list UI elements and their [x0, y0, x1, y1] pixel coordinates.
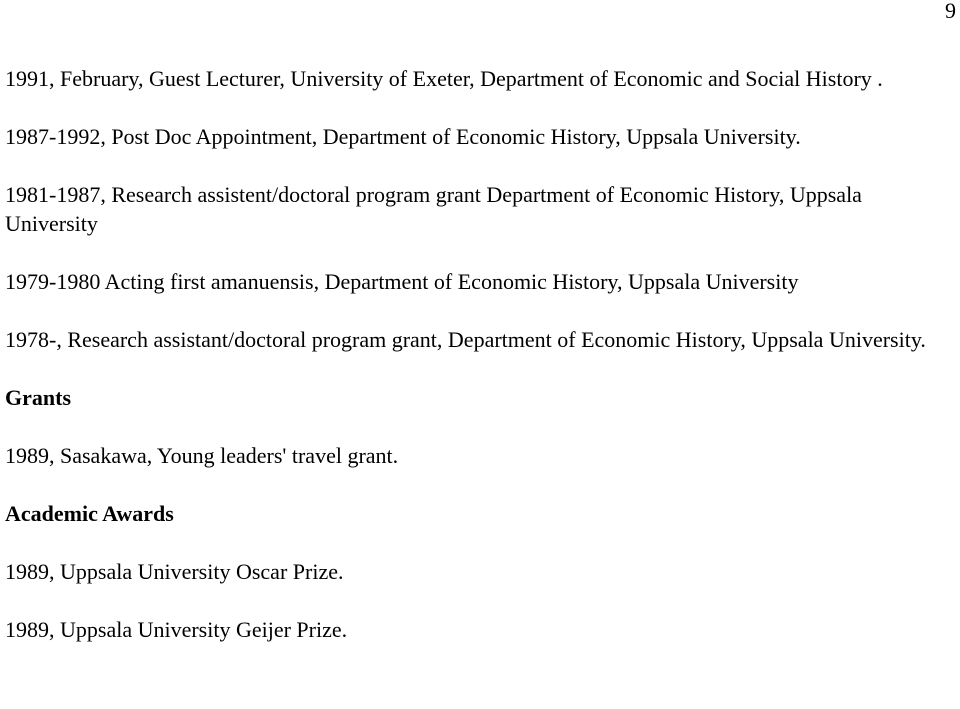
award-entry-oscar-prize: 1989, Uppsala University Oscar Prize.	[5, 559, 344, 584]
employment-entry-postdoc: 1987-1992, Post Doc Appointment, Department of Economic History, Uppsala University.	[5, 124, 801, 149]
page-number: 9	[945, 0, 956, 23]
employment-entry-amanuensis: 1979-1980 Acting first amanuensis, Department of Economic History, Uppsala University	[5, 269, 799, 294]
employment-entry-exeter: 1991, February, Guest Lecturer, University of Exeter, Department of Economic and Social History .	[5, 66, 883, 91]
employment-entry-research-assistant: 1978-, Research assistant/doctoral program grant, Department of Economic History, Uppsala University.	[5, 327, 926, 352]
academic-awards-heading: Academic Awards	[5, 501, 174, 526]
grant-entry-sasakawa: 1989, Sasakawa, Young leaders' travel grant.	[5, 443, 399, 468]
grants-heading: Grants	[5, 385, 71, 410]
employment-entry-research-assistent: 1981-1987, Research assistent/doctoral program grant Department of Economic History, Uppsala University	[5, 182, 862, 236]
document-body	[5, 64, 955, 644]
award-entry-geijer-prize: 1989, Uppsala University Geijer Prize.	[5, 617, 348, 642]
